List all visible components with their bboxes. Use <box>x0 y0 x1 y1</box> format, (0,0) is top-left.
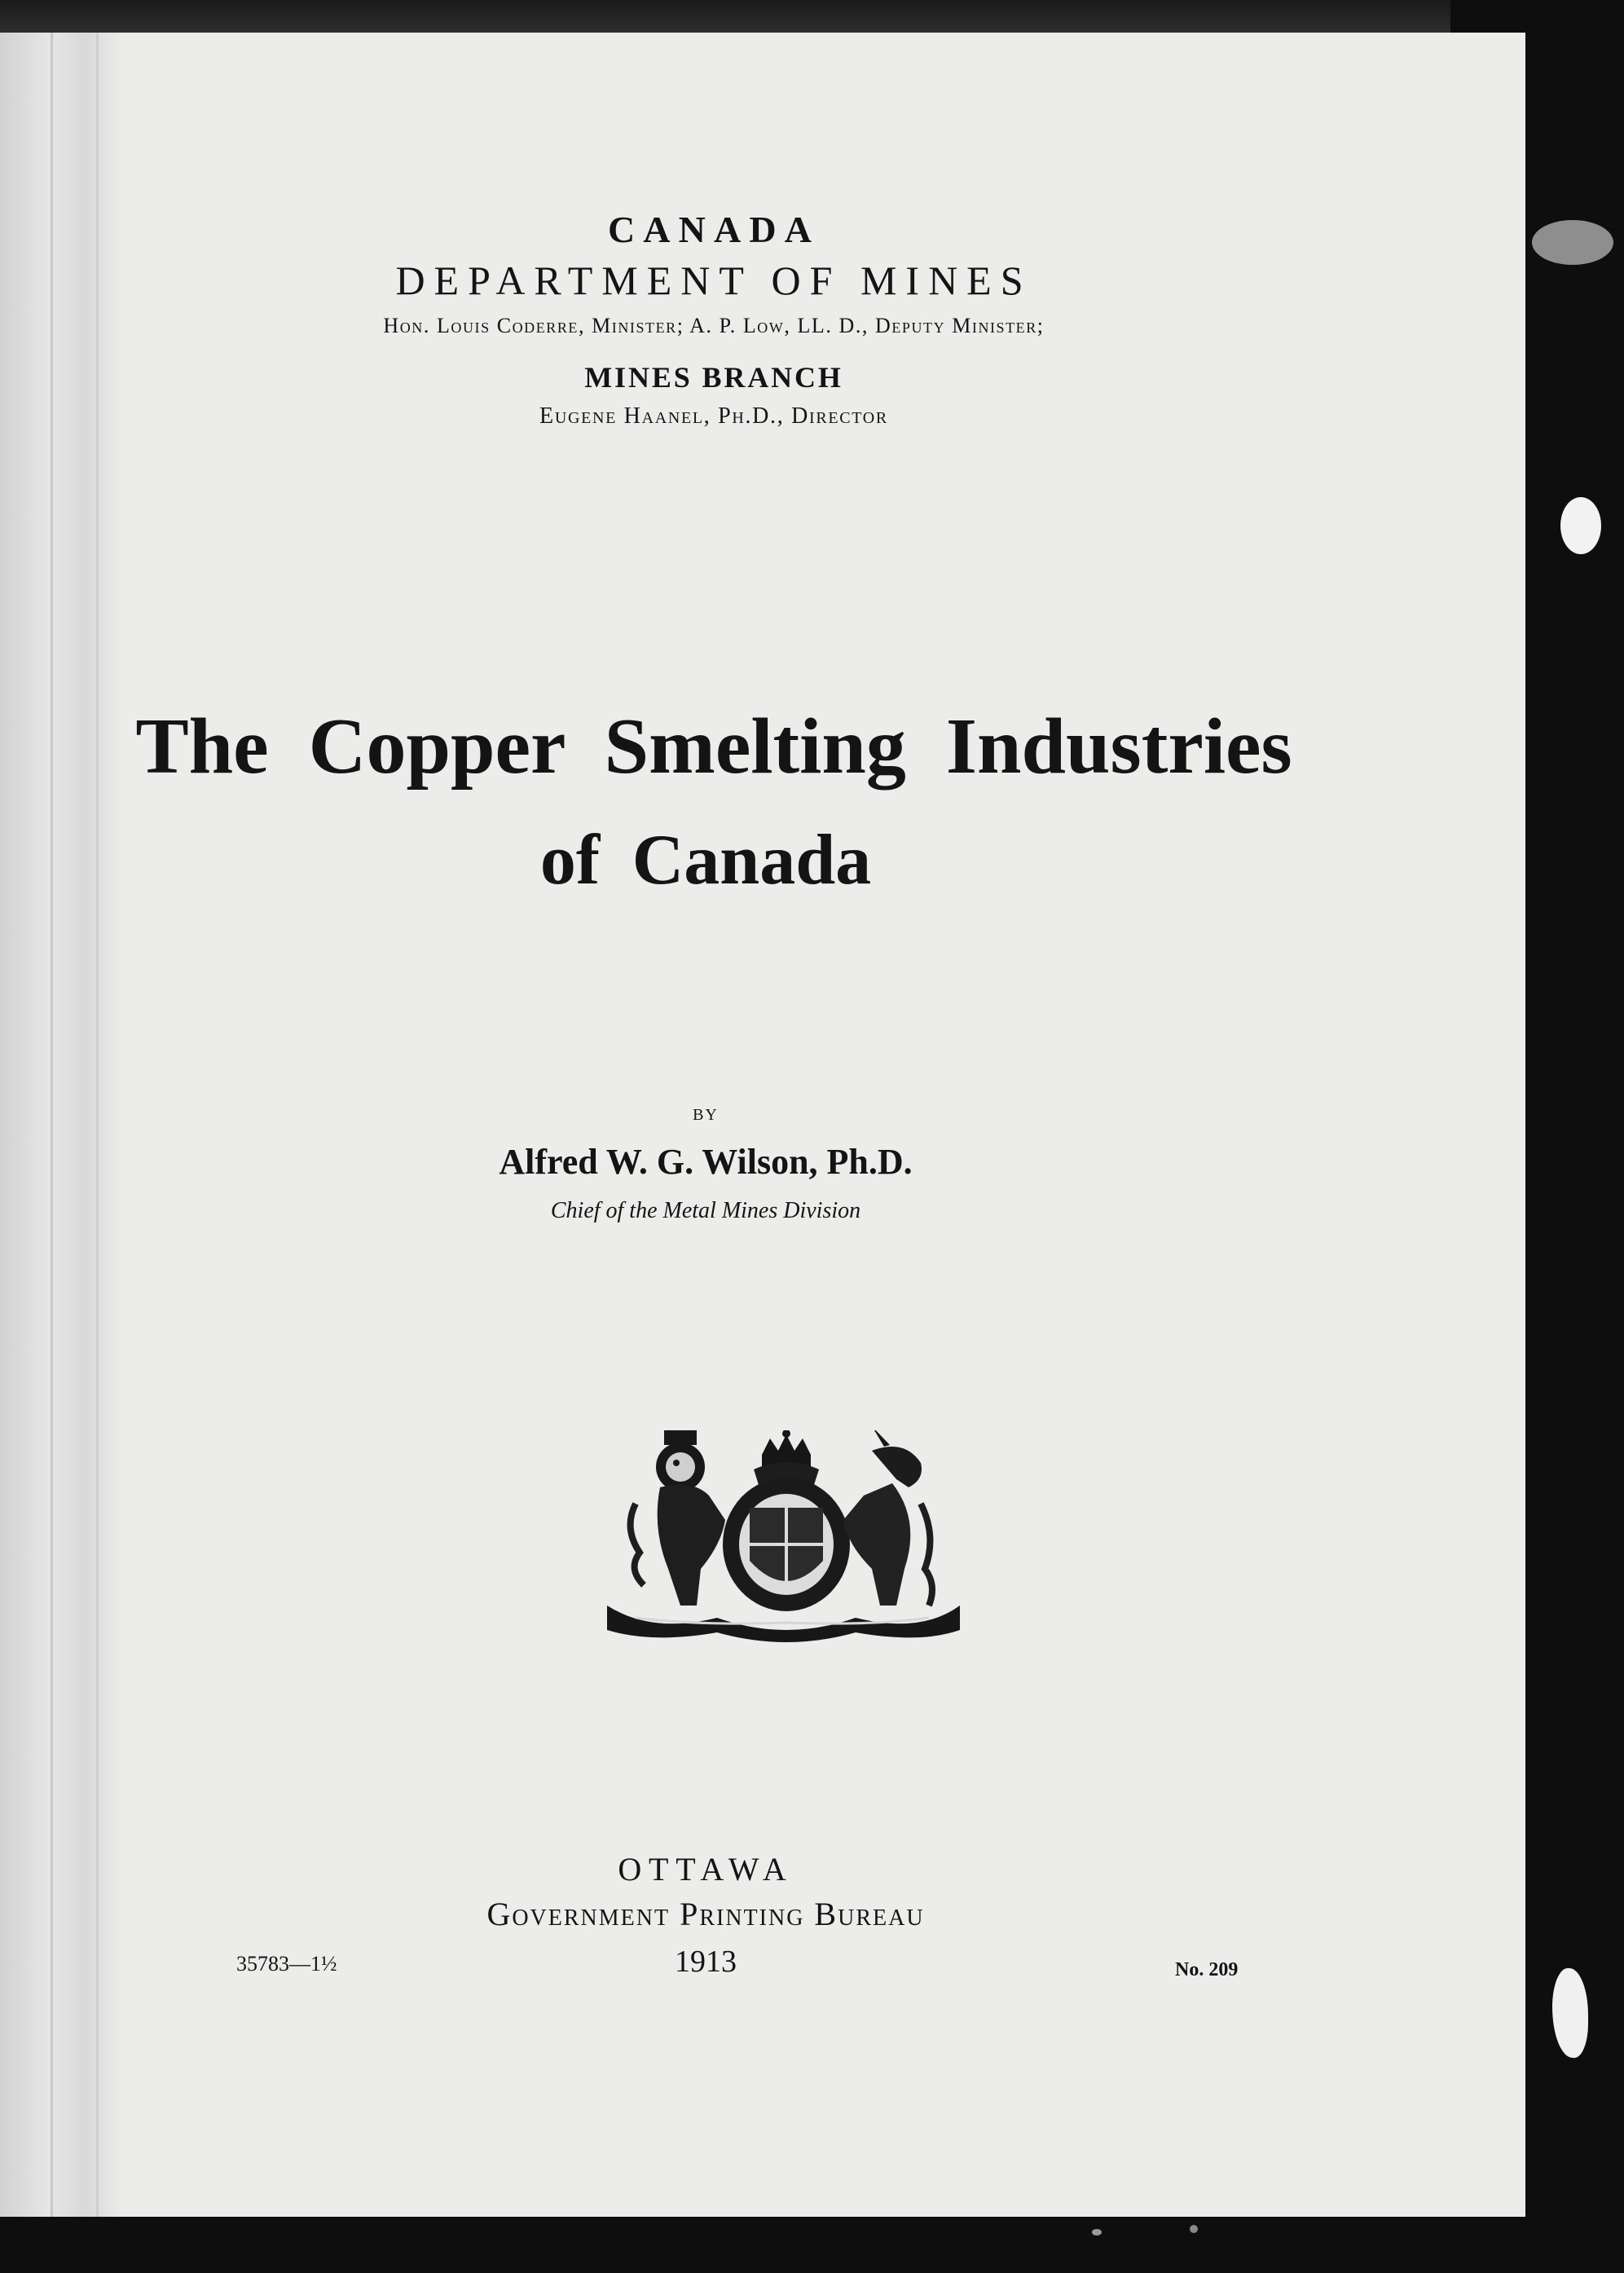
main-title-line-1: The Copper Smelting Industries <box>135 703 1292 791</box>
catalog-code: 35783—1½ <box>236 1952 337 1976</box>
imprint-printer: Government Printing Bureau <box>486 1896 925 1932</box>
officials-line: Hon. Louis Coderre, Minister; A. P. Low, LL. D., Deputy Minister; <box>383 314 1045 337</box>
director-line: Eugene Haanel, Ph.D., Director <box>539 403 888 429</box>
main-title-line-2: of Canada <box>539 821 872 900</box>
royal-coat-of-arms-icon <box>603 1430 962 1642</box>
branch-heading: MINES BRANCH <box>584 361 843 394</box>
by-label: BY <box>693 1106 719 1124</box>
series-number: No. 209 <box>1175 1959 1239 1980</box>
scan-artifact <box>1190 2225 1198 2233</box>
author-role: Chief of the Metal Mines Division <box>550 1198 861 1223</box>
imprint-year: 1913 <box>675 1945 737 1979</box>
country-heading: CANADA <box>607 209 821 250</box>
department-heading: DEPARTMENT OF MINES <box>395 258 1032 303</box>
imprint-city: OTTAWA <box>618 1851 794 1888</box>
title-page <box>0 33 1525 2217</box>
top-scan-edge <box>0 0 1450 33</box>
scan-artifact <box>1532 220 1613 265</box>
scan-artifact <box>1092 2229 1102 2236</box>
author-name: Alfred W. G. Wilson, Ph.D. <box>499 1142 913 1182</box>
scan-artifact <box>1560 497 1601 554</box>
